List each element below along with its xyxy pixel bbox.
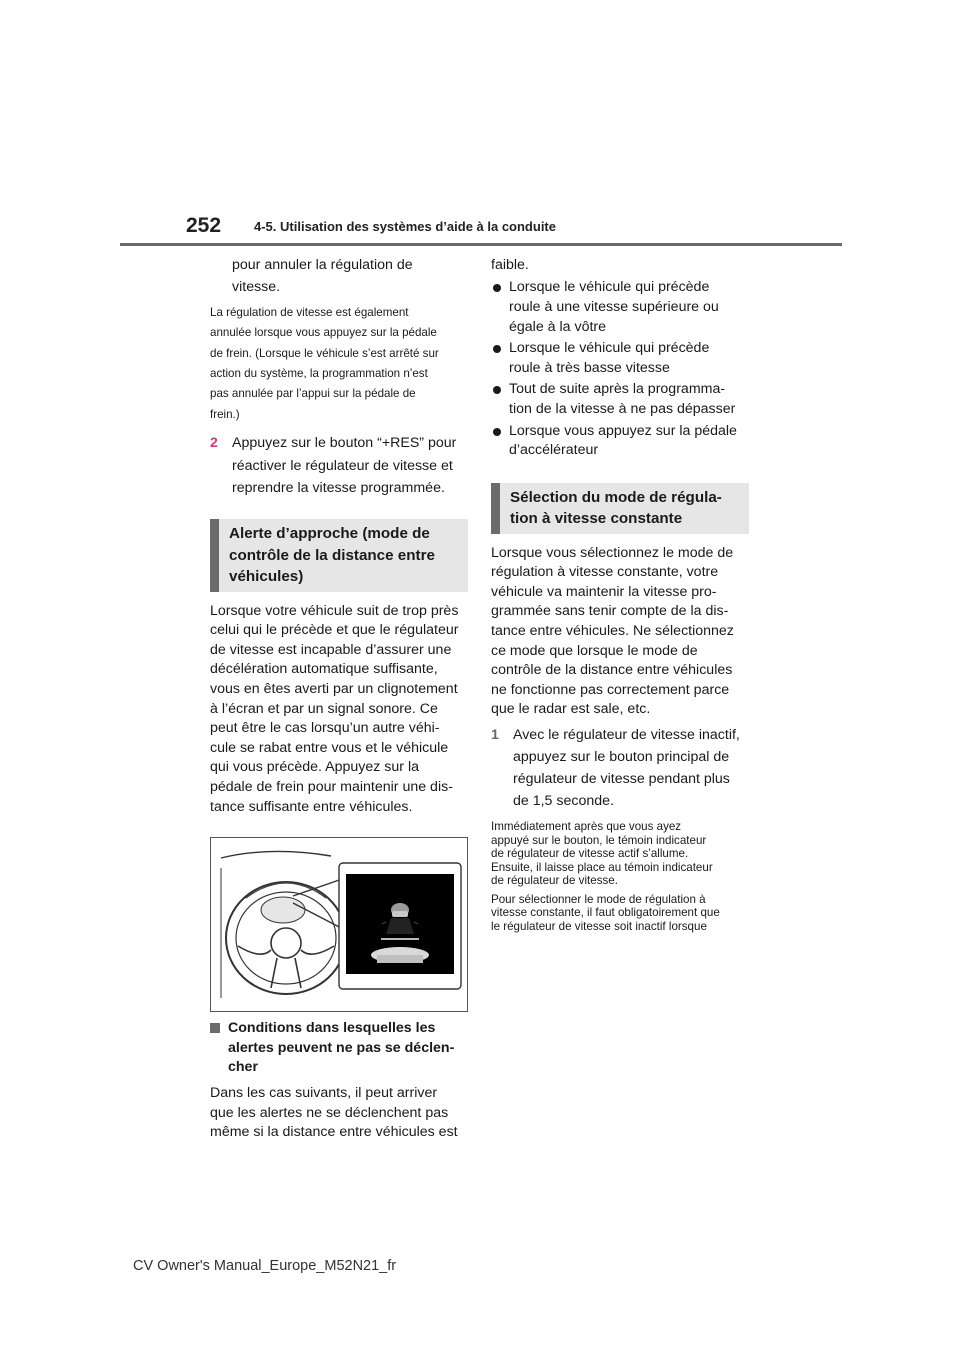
text-line: vous en êtes averti par un clignotement bbox=[210, 681, 458, 698]
text-line: appuyez sur le bouton principal de bbox=[513, 748, 730, 765]
text-line: d’accélérateur bbox=[509, 442, 599, 459]
text-line: Lorsque votre véhicule suit de trop près bbox=[210, 602, 459, 619]
text-line: pour annuler la régulation de bbox=[232, 257, 413, 273]
text-line: peut être le cas lorsqu’un autre véhi- bbox=[210, 720, 440, 737]
left-column bbox=[210, 254, 472, 1143]
note-line: pas annulée par l’appui sur la pédale de bbox=[210, 387, 416, 401]
note-line: La régulation de vitesse est également bbox=[210, 305, 409, 319]
text-line: que les alertes ne se déclenchent pas bbox=[210, 1104, 449, 1121]
note-line: de régulateur de vitesse actif s’allume. bbox=[491, 847, 689, 861]
text-line: Lorsque vous sélectionnez le mode de bbox=[491, 544, 734, 561]
text-line: contrôle de la distance entre véhicules bbox=[491, 662, 733, 679]
text-line: grammée sans tenir compte de la dis- bbox=[491, 603, 729, 620]
note-line: action du système, la programmation n’est bbox=[210, 367, 428, 381]
note-line: Ensuite, il laisse place au témoin indicateur bbox=[491, 860, 713, 874]
text-line: roule à une vitesse supérieure ou bbox=[509, 299, 719, 315]
heading-alerte-approche bbox=[210, 519, 468, 591]
text-line: tance suffisante entre véhicules. bbox=[210, 798, 413, 815]
note-line: de régulateur de vitesse. bbox=[491, 874, 618, 888]
page-number: 252 bbox=[186, 214, 222, 237]
text-line: même si la distance entre véhicules est bbox=[210, 1124, 458, 1141]
paragraph-selection bbox=[491, 544, 753, 720]
note-line: le régulateur de vitesse soit inactif lorsque bbox=[491, 920, 707, 934]
subhead-square-icon bbox=[210, 1023, 220, 1033]
bullet-item bbox=[491, 422, 753, 461]
text-line: ce mode que lorsque le mode de bbox=[491, 642, 698, 659]
text-line: réactiver le régulateur de vitesse et bbox=[232, 457, 453, 474]
step-number: 2 bbox=[210, 435, 218, 452]
text-line: régulateur de vitesse pendant plus bbox=[513, 770, 730, 787]
note-block bbox=[210, 303, 472, 425]
heading-line: contrôle de la distance entre bbox=[229, 546, 435, 564]
heading-selection-mode bbox=[491, 483, 749, 534]
step-1 bbox=[491, 724, 753, 812]
text-line: cule se rabat entre vous et le véhicule bbox=[210, 739, 449, 756]
bullet-item bbox=[491, 339, 753, 378]
text-line: Lorsque le véhicule qui précède bbox=[509, 340, 710, 357]
note-line: vitesse constante, il faut obligatoirement que bbox=[491, 906, 720, 920]
section-title: 4-5. Utilisation des systèmes d’aide à la conduite bbox=[254, 219, 556, 234]
bullet-list bbox=[491, 278, 753, 460]
text-line: égale à la vôtre bbox=[509, 318, 607, 335]
text-line: Lorsque vous appuyez sur la pédale bbox=[509, 422, 737, 439]
note-line: Immédiatement après que vous ayez bbox=[491, 819, 682, 833]
footer-manual-id: CV Owner's Manual_Europe_M52N21_fr bbox=[133, 1258, 397, 1274]
bullet-dot-icon bbox=[493, 284, 501, 292]
text-line: Dans les cas suivants, il peut arriver bbox=[210, 1085, 438, 1101]
text-line: tion de la vitesse à ne pas dépasser bbox=[509, 400, 736, 417]
text-line: Avec le régulateur de vitesse inactif, bbox=[513, 726, 740, 743]
text-line: Appuyez sur le bouton “+RES” pour bbox=[232, 435, 457, 452]
note-line: annulée lorsque vous appuyez sur la pédale bbox=[210, 326, 437, 340]
text-line: régulation à vitesse constante, votre bbox=[491, 564, 719, 581]
text-line: roule à très basse vitesse bbox=[509, 359, 670, 376]
text-line: pédale de frein pour maintenir une dis- bbox=[210, 779, 453, 796]
paragraph-alerte bbox=[210, 602, 472, 818]
dashboard-alert-illustration bbox=[210, 837, 468, 1012]
steering-wheel-display-drawing bbox=[211, 838, 468, 1012]
heading-line: Alerte d’approche (mode de bbox=[229, 525, 430, 543]
bullet-item bbox=[491, 380, 753, 419]
text-line: cher bbox=[228, 1059, 258, 1076]
subhead-conditions bbox=[210, 1019, 472, 1078]
heading-line: Sélection du mode de régula- bbox=[510, 488, 722, 506]
bullet-dot-icon bbox=[493, 428, 501, 436]
bullet-dot-icon bbox=[493, 386, 501, 394]
bullet-dot-icon bbox=[493, 345, 501, 353]
text-line: Lorsque le véhicule qui précède bbox=[509, 279, 710, 296]
text-line: décélération automatique suffisante, bbox=[210, 661, 438, 678]
text-line: alertes peuvent ne pas se déclen- bbox=[228, 1039, 455, 1056]
note-line: frein.) bbox=[210, 407, 240, 421]
text-line: de vitesse est incapable d’assurer une bbox=[210, 641, 452, 658]
note-block bbox=[491, 820, 753, 888]
note-line: appuyé sur le bouton, le témoin indicateur bbox=[491, 833, 707, 847]
step-number: 1 bbox=[491, 726, 499, 743]
text-line: Tout de suite après la programma- bbox=[509, 381, 726, 398]
text-line: faible. bbox=[491, 257, 529, 273]
note-line: de frein. (Lorsque le véhicule s’est arrêté sur bbox=[210, 346, 439, 360]
text-line: véhicule va maintenir la vitesse pro- bbox=[491, 583, 717, 600]
note-line: Pour sélectionner le mode de régulation à bbox=[491, 892, 706, 906]
text-line: celui qui le précède et que le régulateur bbox=[210, 622, 459, 639]
step-2 bbox=[210, 432, 472, 499]
header-rule bbox=[120, 243, 842, 246]
text-line: qui vous précède. Appuyez sur la bbox=[210, 759, 420, 776]
text-line: reprendre la vitesse programmée. bbox=[232, 480, 445, 497]
text-line: vitesse. bbox=[232, 279, 281, 296]
heading-line: véhicules) bbox=[229, 568, 304, 586]
text-line: de 1,5 seconde. bbox=[513, 792, 614, 809]
text-line: Conditions dans lesquelles les bbox=[228, 1020, 436, 1037]
bullet-item bbox=[491, 278, 753, 337]
note-block bbox=[491, 893, 753, 934]
right-column bbox=[491, 254, 753, 934]
paragraph-conditions bbox=[210, 1084, 472, 1143]
text-line: que le radar est sale, etc. bbox=[491, 701, 651, 718]
text-line: tance entre véhicules. Ne sélectionnez bbox=[491, 622, 734, 639]
step-continuation bbox=[210, 254, 472, 299]
heading-line: tion à vitesse constante bbox=[510, 510, 683, 528]
text-line: à l’écran et par un signal sonore. Ce bbox=[210, 700, 438, 717]
text-line: ne fonctionne pas correctement parce bbox=[491, 681, 730, 698]
